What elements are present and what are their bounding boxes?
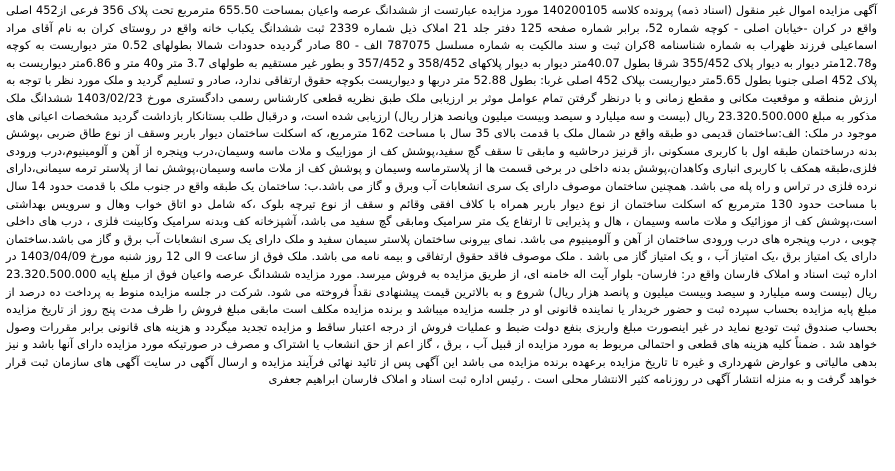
notice-body-text: آگهی مزایده اموال غیر منقول (اسناد ذمه) پرونده کلاسه 140200105 مورد مزایده عبارتست از ششدانگ عرصه واعیان بمساحت 655.50 مترمربع تحت پلاک 356 فرعی از452 اصلی واقع در کران -خیابان اصلی - کوچه شماره 52، برابر شماره صفحه 125 دفتر جلد 21 املاک ذیل شماره 2339 ثبت ششدانگ یکباب خانه واقع در روستای کران به نام آقای مراد اسماعیلی فرزند ظهراب به شماره شناسنامه 8کران ثبت و سند مالکیت به شماره مسلسل 787075 الف - 80 صادر گردیده حدودات شمالا بطولهای 0.52 متر دیواریست به کوچه و12.78متر دیوار به دیوار پلاک 355/452 شرقا بطول 40.07متر دیوار به دیوار پلاکهای 358/452 و 357/452 و بطور غیر مستقیم به طولهای 3.7 متر و40 متر و 6.86متر دیواریست به پلاک 452 اصلی جنوبا بطول 5.65متر دیواریست بپلاک 452 اصلی غربا: بطول 52.88 متر دربها و دیواریست بکوچه حقوق ارتفاقی ندارد، صادر و تسلیم گردید و ملک مورد نظر با توجه به ارزش منطقه و موقعیت مکانی و مقطع زمانی و با درنظر گرفتن تمام عوامل موثر بر ارزیابی ملک طبق نظریه قطعی کارشناس رسمی دادگستری مورخ 1403/02/23 ششدانگ ملک مذکور به مبلغ 23.320.500.000 ریال (بیست و سه میلیارد و سیصد وبیست میلیون وپانصد هزار ریال) ارزیابی شده است، و درقبال طلب بستانکار بازداشت گردید مشخصات اعیانی های موجود در ملک: الف:ساختمان قدیمی دو طبقه واقع در شمال ملک با قدمت بالای 35 سال با مساحت 162 مترمربع، که اسکلت ساختمان دیوار باربر وسقف از نوع طاق ضربی ،پوشش بدنه درساختمان طبقه اول با کاربری مسکونی ،از قرنیز درحاشیه و مابقی تا سقف گچ سفید،پوشش کف از موزاییک و ملات ماسه وسیمان،درب وپنجره از آهن و آلومینیوم،درب ورودی فلزی،طبقه همکف با کاربری انباری وکاهدان،پوشش بدنه داخلی در برخی قسمت ها از پلاسترماسه وسیمان و پوشش کف از ملات ماسه وسیمان،پوشش نما از پلاستر ترمه سیمانی،دارای نرده فلزی در تراس و راه پله می باشد. همچنین ساختمان موصوف دارای یک سری انشعابات آب وبرق و گاز می باشد.ب: ساختمان یک طبقه واقع در جنوب ملک با قدمت حدود 14 سال با مساحت حدود 130 مترمربع که اسکلت ساختمان از نوع دیوار باربر همراه با کلاف افقی وقائم و سقف از نوع تیرچه بلوک ،که شامل دو اتاق خواب وهال و سرویس بهداشتی است،پوشش کف از موزائیک و ملات ماسه وسیمان ، هال و پذیرایی تا ارتفاع یک متر سرامیک ومابقی گچ سفید می باشد، آشپزخانه کف وبدنه سرامیک وکابینت فلزی ، درب های داخلی چوبی ، درب وپنجره های درب ورودی ساختمان از آهن و آلومینیوم می باشد. نمای بیرونی ساختمان پلاستر سیمان سفید و ملک دارای یک سری انشعابات آب برق و گاز می باشد.ساختمان دارای یک امتیاز برق ،یک امتیاز آب ، و یک امتیاز گاز می باشد . ملک موصوف فاقد حقوق ارتفاقی و بیمه نامه می باشد. ملک فوق از ساعت 9 الی 12 روز شنبه مورخ 1403/04/09 در اداره ثبت اسناد و املاک فارسان واقع در: فارسان- بلوار آیت اله خامنه ای، از طریق مزایده به فروش میرسد. مورد مزایده ششدانگ عرصه واعیان فوق از مبلغ پایه 23.320.500.000 ریال (بیست وسه میلیارد و سیصد وبیست میلیون و پانصد هزار ریال) شروع و به بالاترین قیمت پیشنهادی نقداً فروخته می شود. شرکت در جلسه مزایده منوط به پرداخت ده درصد از مبلغ پایه مزایده بحساب سپرده ثبت و حضور خریدار یا نماینده قانونی او در جلسه مزایده میباشد و برنده مزایده مکلف است مابقی مبلغ فروش را ظرف مدت پنج روز از تاریخ مزایده بحساب صندوق ثبت تودیع نماید در غیر اینصورت مبلغ واریزی بنفع دولت ضبط و عملیات فروش از درجه اعتبار ساقط و مزایده تجدید میگردد و هزینه های قانونی برابر مقررات وصول خواهد شد . ضمناً کلیه هزینه های قطعی و احتمالی مربوط به مورد مزایده از قبیل آب ، برق ، گاز اعم از حق انشعاب یا اشتراک و مصرف در صورتیکه مورد مزایده دارای آنها باشد و نیز بدهی مالیاتی و عوارض شهرداری و غیره تا تاریخ مزایده برعهده برنده مزایده می باشد این آگهی پس از تائید نهائی فرآیند مزایده و ارسال آگهی در سایت آگهی های سازمان ثبت قرار خواهد گرفت و به منزله انتشار آگهی در روزنامه کثیر الانتشار محلی است . رئیس اداره ثبت اسناد و املاک فارسان ابراهیم جعفری — [5, 3, 878, 387]
